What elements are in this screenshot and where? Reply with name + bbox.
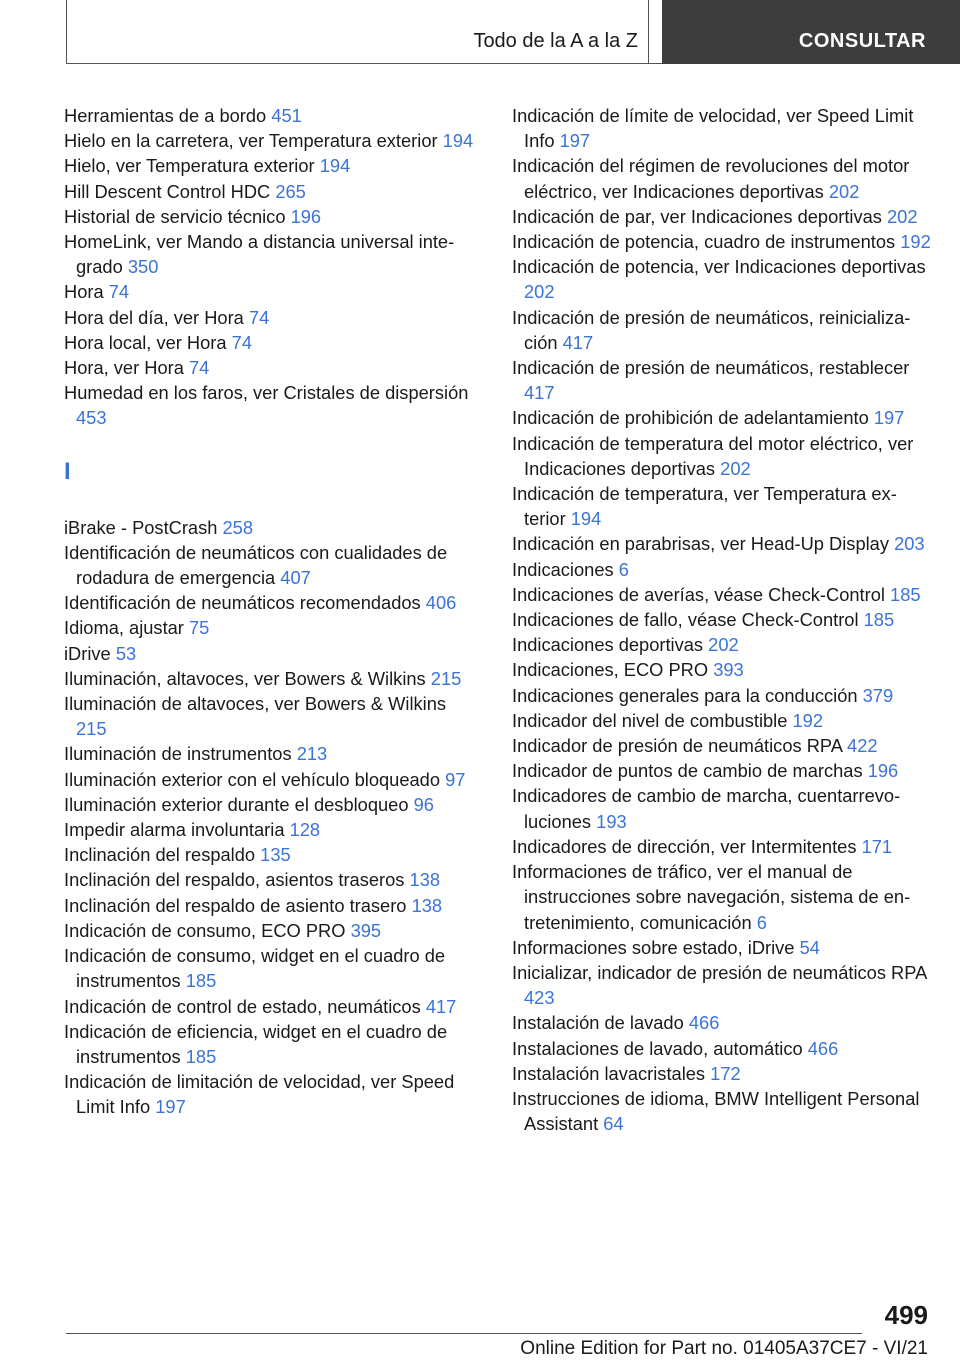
index-entry — [512, 405, 932, 430]
index-entry — [64, 741, 474, 766]
consultar-tab[interactable] — [662, 0, 960, 64]
index-entry-text: Indicadores de dirección, ver Intermitentes — [512, 835, 857, 857]
page-number: 499 — [884, 1300, 928, 1330]
index-entry — [64, 355, 474, 380]
page-reference-link[interactable]: 265 — [275, 180, 306, 202]
index-entry-text: Indicación de temperatura del motor eléctrico, ver Indicaciones deportivas — [512, 432, 914, 479]
index-entry-text: Inclinación del respaldo, asientos traseros — [64, 869, 405, 891]
page-reference-link[interactable]: 75 — [189, 617, 210, 639]
page-reference-link[interactable]: 215 — [76, 718, 107, 740]
index-entry-text: Hielo, ver Temperatura exterior — [64, 155, 315, 177]
page-reference-link[interactable]: 202 — [828, 180, 860, 202]
index-entry — [64, 842, 474, 867]
page-reference-link[interactable]: 466 — [688, 1012, 720, 1034]
index-entry — [512, 153, 932, 203]
index-entry-text: Indicación de eficiencia, widget en el cuadro de instrumentos — [64, 1020, 448, 1067]
index-entry-text: Hora — [64, 281, 104, 303]
index-entry — [512, 834, 932, 859]
page-reference-link[interactable]: 194 — [442, 130, 474, 152]
index-entry-text: Iluminación, altavoces, ver Bowers & Wilkins — [64, 667, 426, 689]
page-reference-link[interactable]: 138 — [409, 869, 441, 891]
index-entry-text: Hora del día, ver Hora — [64, 306, 244, 328]
index-entry-text: Iluminación de instrumentos — [64, 743, 292, 765]
page-reference-link[interactable]: 417 — [524, 382, 555, 404]
page-reference-link[interactable]: 128 — [289, 819, 321, 841]
page-reference-link[interactable]: 395 — [350, 919, 382, 941]
index-entry — [64, 229, 474, 279]
page-reference-link[interactable]: 74 — [188, 357, 210, 379]
index-entry — [64, 615, 474, 640]
index-entry-text: Indicación de presión de neumáticos, restablecer — [512, 357, 910, 379]
page-reference-link[interactable]: 202 — [708, 634, 739, 656]
page-reference-link[interactable]: 194 — [570, 508, 602, 530]
index-entry-text: Informaciones de tráfico, ver el manual de instrucciones sobre navegación, sistema de entretenimiento, comunicación — [512, 861, 911, 933]
page-reference-link[interactable]: 54 — [799, 936, 820, 958]
index-entry — [64, 330, 474, 355]
header-rule-left — [66, 0, 67, 64]
index-entry — [512, 708, 932, 733]
index-entry-text: Indicación de consumo, widget en el cuadro de instrumentos — [64, 945, 446, 992]
index-entry — [512, 935, 932, 960]
page-reference-link[interactable]: 171 — [861, 835, 893, 857]
index-entry-text: Humedad en los faros, ver Cristales de dispersión — [64, 382, 469, 404]
page-reference-link[interactable]: 203 — [894, 533, 925, 555]
index-entry-text: Indicación de limitación de velocidad, ver Speed Limit Info — [64, 1071, 455, 1118]
index-entry-text: Historial de servicio técnico — [64, 205, 286, 227]
index-entry — [512, 783, 932, 833]
index-entry-text: Hora, ver Hora — [64, 357, 184, 379]
index-entry — [64, 893, 474, 918]
index-entry-text: Indicación en parabrisas, ver Head-Up Display — [512, 533, 889, 555]
page-reference-link[interactable]: 202 — [887, 205, 918, 227]
index-entry — [512, 481, 932, 531]
index-entry — [64, 691, 474, 741]
index-entry — [64, 590, 474, 615]
page-reference-link[interactable]: 350 — [127, 256, 159, 278]
index-entry-text: Indicaciones — [512, 558, 614, 580]
page-reference-link[interactable]: 74 — [108, 281, 130, 303]
index-entry-text: Identificación de neumáticos con cualidades de rodadura de emergencia — [64, 541, 448, 589]
page-reference-link[interactable]: 185 — [890, 583, 921, 605]
index-entry — [512, 229, 932, 254]
index-entry — [64, 305, 474, 330]
page-reference-link[interactable]: 406 — [425, 592, 457, 614]
index-entry-text: Iluminación exterior con el vehículo bloqueado — [64, 768, 441, 790]
page-reference-link[interactable]: 202 — [524, 281, 555, 303]
page-reference-link[interactable]: 215 — [430, 667, 462, 689]
index-entry — [512, 758, 932, 783]
index-entry — [64, 204, 474, 229]
index-entry-text: Hora local, ver Hora — [64, 331, 227, 353]
page-reference-link[interactable]: 422 — [847, 735, 878, 757]
index-entry — [64, 515, 474, 540]
page-reference-link[interactable]: 407 — [280, 567, 311, 589]
page-reference-link[interactable]: 417 — [425, 995, 457, 1017]
page-reference-link[interactable]: 172 — [710, 1062, 741, 1084]
page-reference-link[interactable]: 393 — [713, 659, 744, 681]
index-entry — [512, 254, 932, 304]
index-entry-text: Informaciones sobre estado, iDrive — [512, 936, 795, 958]
index-entry-text: Indicaciones generales para la conducción — [512, 684, 858, 706]
index-entry — [512, 103, 932, 153]
index-entry — [512, 632, 932, 657]
index-column-left — [64, 103, 474, 1120]
consultar-tab-label: CONSULTAR — [798, 30, 926, 52]
index-entry — [64, 128, 474, 153]
page-reference-link[interactable]: 196 — [290, 205, 322, 227]
page-reference-link[interactable]: 453 — [76, 407, 107, 429]
index-entry — [64, 994, 474, 1019]
index-entry — [64, 641, 474, 666]
index-entry — [64, 1069, 474, 1119]
index-entry-text: Indicador del nivel de combustible — [512, 709, 788, 731]
index-entry — [512, 305, 932, 355]
page-reference-link[interactable]: 138 — [411, 894, 443, 916]
footer-rule — [66, 1333, 862, 1334]
index-column-right — [512, 103, 932, 1136]
index-entry-text: Instrucciones de idioma, BMW Intelligent Personal Assistant — [512, 1087, 920, 1135]
index-entry-text: Indicación de temperatura, ver Temperatura exterior — [512, 483, 897, 530]
page-reference-link[interactable]: 423 — [524, 987, 555, 1009]
page-reference-link[interactable]: 74 — [248, 306, 270, 328]
index-entry-text: Indicación de par, ver Indicaciones deportivas — [512, 205, 882, 227]
index-entry — [512, 607, 932, 632]
index-entry — [64, 153, 474, 178]
index-group-h — [64, 103, 474, 431]
index-entry — [512, 1036, 932, 1061]
index-entry-text: Indicador de puntos de cambio de marchas — [512, 760, 863, 782]
header-rule-divider — [648, 0, 649, 64]
page-reference-link[interactable]: 185 — [185, 1045, 217, 1067]
index-entry — [512, 1010, 932, 1035]
index-entry-text: Iluminación exterior durante el desbloqueo — [64, 793, 409, 815]
page-reference-link[interactable]: 213 — [296, 743, 328, 765]
index-entry-text: Instalación de lavado — [512, 1012, 684, 1034]
page-reference-link[interactable]: 53 — [115, 642, 137, 664]
page-reference-link[interactable]: 185 — [185, 970, 217, 992]
index-entry-text: Indicaciones deportivas — [512, 634, 704, 656]
page-reference-link[interactable]: 64 — [603, 1113, 624, 1135]
edition-footer: Online Edition for Part no. 01405A37CE7 - VI/21 — [520, 1338, 928, 1359]
index-entry — [64, 918, 474, 943]
index-entry-text: Inclinación del respaldo de asiento trasero — [64, 894, 407, 916]
index-entry — [64, 867, 474, 892]
index-entry-text: Indicación de presión de neumáticos, reinicialización — [512, 306, 911, 353]
page-reference-link[interactable]: 466 — [807, 1037, 839, 1059]
index-entry-text: Indicación de límite de velocidad, ver Speed Limit Info — [512, 105, 914, 152]
page-reference-link[interactable]: 185 — [863, 609, 895, 631]
index-entry — [512, 859, 932, 935]
page-reference-link[interactable]: 135 — [260, 844, 291, 866]
index-letter-heading: I — [64, 457, 71, 485]
index-entry — [64, 817, 474, 842]
page-reference-link[interactable]: 193 — [596, 810, 627, 832]
index-entry-text: Indicador de presión de neumáticos RPA — [512, 735, 842, 757]
index-entry — [512, 657, 932, 682]
page-reference-link[interactable]: 194 — [319, 155, 351, 177]
index-entry-text: iDrive — [64, 642, 111, 664]
index-entry — [512, 1086, 932, 1136]
index-entry — [512, 355, 932, 405]
page-reference-link[interactable]: 417 — [562, 331, 594, 353]
index-entry-text: Identificación de neumáticos recomendados — [64, 592, 421, 614]
index-entry-text: Hill Descent Control HDC — [64, 180, 271, 202]
index-entry — [64, 103, 474, 128]
index-entry — [64, 1019, 474, 1069]
index-entry-text: Indicaciones, ECO PRO — [512, 659, 709, 681]
index-entry-text: Inicializar, indicador de presión de neumáticos RPA — [512, 961, 927, 983]
index-entry — [512, 431, 932, 481]
index-entry — [512, 204, 932, 229]
index-entry-text: iBrake - PostCrash — [64, 516, 218, 538]
index-entry — [64, 179, 474, 204]
index-entry-text: Indicación de prohibición de adelantamiento — [512, 407, 869, 429]
index-entry — [512, 960, 932, 1010]
index-entry — [512, 1061, 932, 1086]
page-reference-link[interactable]: 197 — [155, 1096, 186, 1118]
index-entry-text: Iluminación de altavoces, ver Bowers & Wilkins — [64, 693, 447, 715]
index-entry-text: Instalación lavacristales — [512, 1062, 706, 1084]
page-reference-link[interactable]: 197 — [873, 407, 905, 429]
page-reference-link[interactable]: 196 — [867, 760, 899, 782]
index-entry-text: Indicación del régimen de revoluciones del motor eléctrico, ver Indicaciones deportivas — [512, 155, 910, 202]
index-entry-text: Indicación de control de estado, neumáticos — [64, 995, 421, 1017]
index-entry — [64, 279, 474, 304]
index-entry — [512, 683, 932, 708]
section-title: Todo de la A a la Z — [473, 30, 638, 52]
index-entry — [64, 540, 474, 590]
page-reference-link[interactable]: 192 — [900, 231, 931, 253]
page-reference-link[interactable]: 197 — [559, 130, 591, 152]
index-entry — [64, 943, 474, 993]
index-entry-text: Impedir alarma involuntaria — [64, 819, 285, 841]
page-reference-link[interactable]: 96 — [413, 793, 434, 815]
index-entry-text: Instalaciones de lavado, automático — [512, 1037, 803, 1059]
page-reference-link[interactable]: 451 — [271, 105, 302, 126]
index-entry — [512, 531, 932, 556]
index-entry — [64, 380, 474, 430]
page-reference-link[interactable]: 258 — [222, 516, 254, 538]
page-reference-link[interactable]: 192 — [792, 709, 824, 731]
index-entry-text: Indicaciones de fallo, véase Check-Control — [512, 609, 859, 631]
index-entry — [64, 792, 474, 817]
index-entry-text: Inclinación del respaldo — [64, 844, 256, 866]
index-entry-text: Hielo en la carretera, ver Temperatura exterior — [64, 130, 438, 152]
index-entry — [512, 733, 932, 758]
index-entry-text: Indicación de potencia, cuadro de instrumentos — [512, 231, 896, 253]
page-reference-link[interactable]: 97 — [445, 768, 466, 790]
index-entry-text: Indicaciones de averías, véase Check-Control — [512, 583, 885, 605]
index-entry-text: Indicación de consumo, ECO PRO — [64, 919, 346, 941]
index-entry — [512, 582, 932, 607]
index-entry-text: Indicación de potencia, ver Indicaciones deportivas — [512, 256, 926, 278]
page-reference-link[interactable]: 202 — [720, 457, 751, 479]
page-reference-link[interactable]: 6 — [618, 558, 629, 580]
index-entry-text: Idioma, ajustar — [64, 617, 184, 639]
index-entry — [64, 666, 474, 691]
page-reference-link[interactable]: 6 — [756, 911, 767, 933]
index-entry-text: HomeLink, ver Mando a distancia universal integrado — [64, 231, 455, 278]
page-reference-link[interactable]: 379 — [862, 684, 894, 706]
index-entry-text: Herramientas de a bordo — [64, 105, 267, 126]
index-entry — [512, 557, 932, 582]
header-rule-bottom — [66, 63, 662, 64]
index-entry-text: Indicadores de cambio de marcha, cuentarrevoluciones — [512, 785, 901, 832]
index-entry — [64, 767, 474, 792]
page-reference-link[interactable]: 74 — [231, 331, 252, 353]
index-group-i — [64, 515, 474, 1120]
